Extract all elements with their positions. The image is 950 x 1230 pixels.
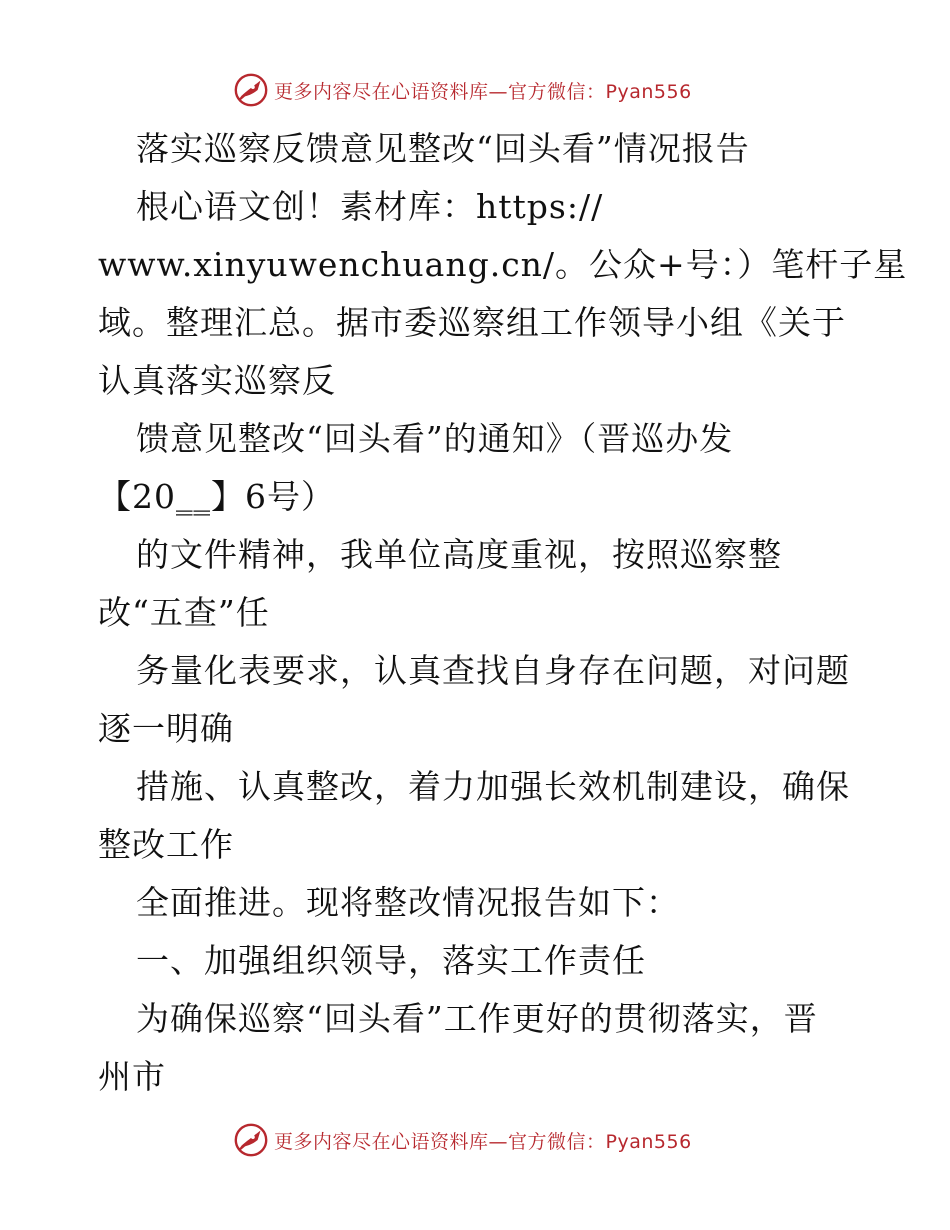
footer-banner[interactable] xyxy=(232,1120,732,1160)
header-banner[interactable] xyxy=(232,70,732,110)
document-line: 落实巡察反馈意见整改“回头看”情况报告 xyxy=(136,129,750,168)
document-line: 务量化表要求，认真查找自身存在问题，对问题 xyxy=(136,651,850,690)
document-line: 馈意见整改“回头看”的通知》（晋巡办发 xyxy=(136,419,734,458)
document-line: 州市 xyxy=(98,1057,166,1096)
document-line: 为确保巡察“回头看”工作更好的贯彻落实，晋 xyxy=(136,999,818,1038)
document-line: 根心语文创！素材库：https:// xyxy=(136,187,604,226)
header-banner-text[interactable]: 更多内容尽在心语资料库—官方微信：Pyan556 xyxy=(274,80,692,103)
document-line: 全面推进。现将整改情况报告如下： xyxy=(136,883,680,922)
section-heading: 一、加强组织领导，落实工作责任 xyxy=(136,941,646,980)
document-line: 整改工作 xyxy=(98,825,234,864)
pen-nib-logo-icon xyxy=(232,71,270,109)
document-line: 逐一明确 xyxy=(98,709,234,748)
pen-nib-logo-icon xyxy=(232,1121,270,1159)
document-line: 【20‗‗】6号） xyxy=(98,477,335,516)
document-line: 域。整理汇总。据市委巡察组工作领导小组《关于 xyxy=(98,303,846,342)
document-body xyxy=(98,120,908,1106)
document-line: www.xinyuwenchuang.cn/。公众+号：）笔杆子星 xyxy=(98,245,908,284)
document-line: 认真落实巡察反 xyxy=(98,361,336,400)
document-line: 措施、认真整改，着力加强长效机制建设，确保 xyxy=(136,767,850,806)
document-line: 的文件精神，我单位高度重视，按照巡察整 xyxy=(136,535,782,574)
footer-banner-text[interactable]: 更多内容尽在心语资料库—官方微信：Pyan556 xyxy=(274,1130,692,1153)
document-line: 改“五查”任 xyxy=(98,593,270,632)
